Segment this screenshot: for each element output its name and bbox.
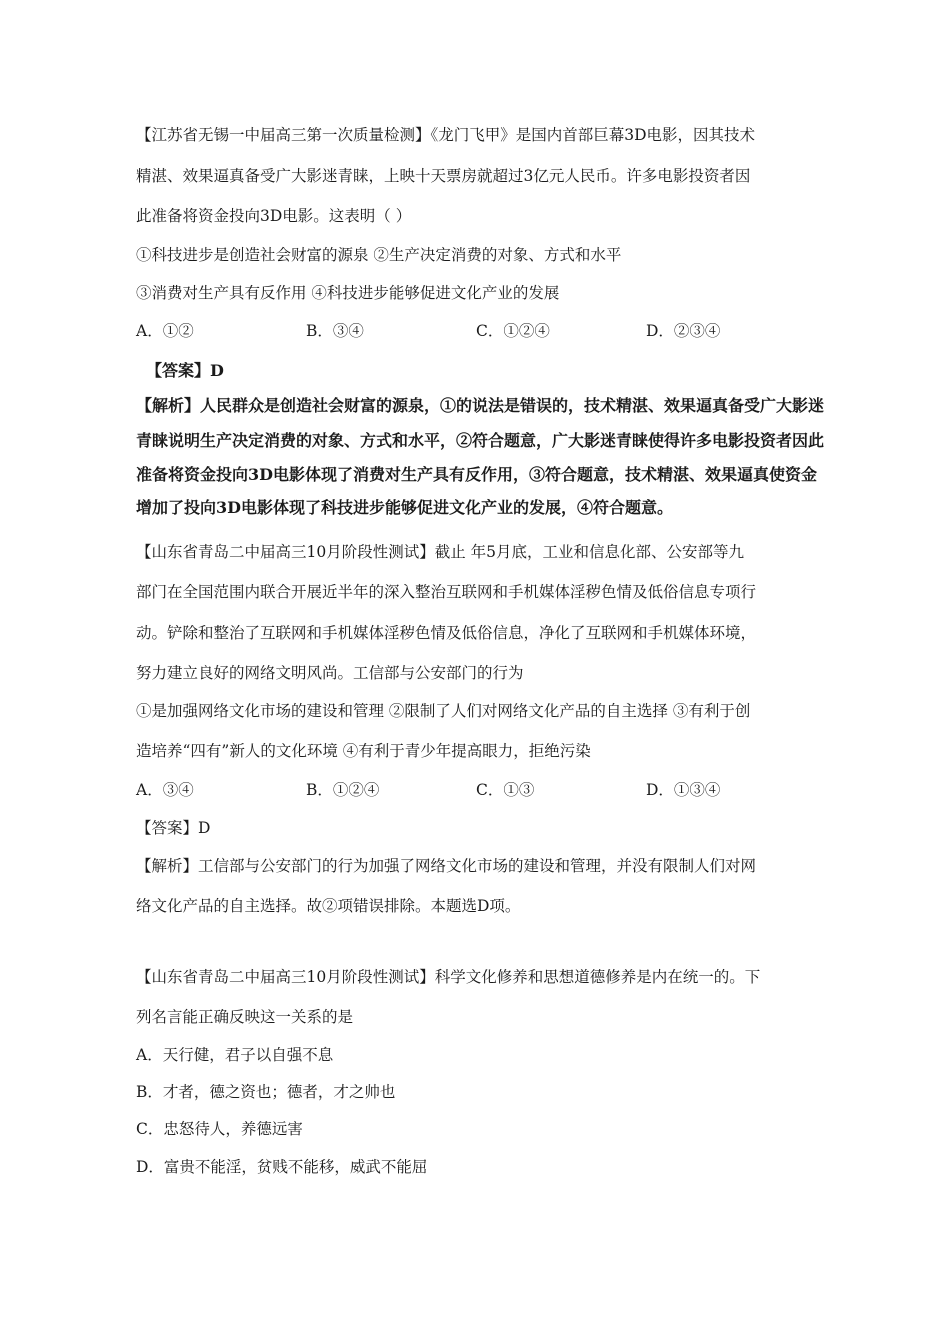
q1-option-c: C．①②④ [476,322,550,340]
q2-statement-line-2: 造培养“四有”新人的文化环境 ④有利于青少年提高眼力，拒绝污染 [136,742,591,760]
q2-answer: 【答案】D [136,819,211,837]
q2-option-c: C．①③ [476,781,535,799]
q1-option-b: B．③④ [306,322,364,340]
q3-option-b: B．才者，德之资也；德者，才之帅也 [136,1083,396,1101]
q1-analysis-line-2: 青睐说明生产决定消费的对象、方式和水平，②符合题意，广大影迷青睐使得许多电影投资者因此 [136,431,825,450]
q1-statement-line-2: ③消费对生产具有反作用 ④科技进步能够促进文化产业的发展 [136,284,560,302]
q1-option-a: A．①② [136,322,194,340]
q3-stem-line-1: 【山东省青岛二中届高三10月阶段性测试】科学文化修养和思想道德修养是内在统一的。下 [136,968,761,986]
q3-stem-line-2: 列名言能正确反映这一关系的是 [136,1008,354,1026]
q1-option-d: D．②③④ [646,322,721,340]
q1-analysis-line-4: 增加了投向3D电影体现了科技进步能够促进文化产业的发展，④符合题意。 [136,498,674,517]
q3-option-c: C．忠怒待人，养德远害 [136,1120,303,1138]
q2-analysis-line-2: 络文化产品的自主选择。故②项错误排除。本题选D项。 [136,897,521,915]
q1-analysis-line-1: 【解析】人民群众是创造社会财富的源泉，①的说法是错误的，技术精湛、效果逼真备受广大影迷 [136,396,825,415]
q1-stem-line-2: 精湛、效果逼真备受广大影迷青睐，上映十天票房就超过3亿元人民币。许多电影投资者因 [136,167,751,185]
q1-stem-line-3: 此准备将资金投向3D电影。这表明（ ） [136,207,412,225]
q3-option-a: A．天行健，君子以自强不息 [136,1046,334,1064]
q2-stem-line-4: 努力建立良好的网络文明风尚。工信部与公安部门的行为 [136,664,524,682]
q2-option-a: A．③④ [136,781,194,799]
q2-stem-line-1: 【山东省青岛二中届高三10月阶段性测试】截止 年5月底，工业和信息化部、公安部等九 [136,543,745,561]
q1-stem-line-1: 【江苏省无锡一中届高三第一次质量检测】《龙门飞甲》是国内首部巨幕3D电影，因其技术 [136,126,756,144]
q2-stem-line-3: 动。铲除和整治了互联网和手机媒体淫秽色情及低俗信息，净化了互联网和手机媒体环境， [136,624,757,642]
q2-stem-line-2: 部门在全国范围内联合开展近半年的深入整治互联网和手机媒体淫秽色情及低俗信息专项行 [136,583,757,601]
q1-statement-line-1: ①科技进步是创造社会财富的源泉 ②生产决定消费的对象、方式和水平 [136,246,622,264]
q1-answer: 【答案】D [146,361,224,380]
q2-option-d: D．①③④ [646,781,721,799]
q2-option-b: B．①②④ [306,781,380,799]
q2-analysis-line-1: 【解析】工信部与公安部门的行为加强了网络文化市场的建设和管理，并没有限制人们对网 [136,857,757,875]
q2-statement-line-1: ①是加强网络文化市场的建设和管理 ②限制了人们对网络文化产品的自主选择 ③有利于创 [136,702,751,720]
q3-option-d: D．富贵不能淫，贫贱不能移，威武不能屈 [136,1158,428,1176]
q1-analysis-line-3: 准备将资金投向3D电影体现了消费对生产具有反作用，③符合题意，技术精湛、效果逼真使资金 [136,465,818,484]
